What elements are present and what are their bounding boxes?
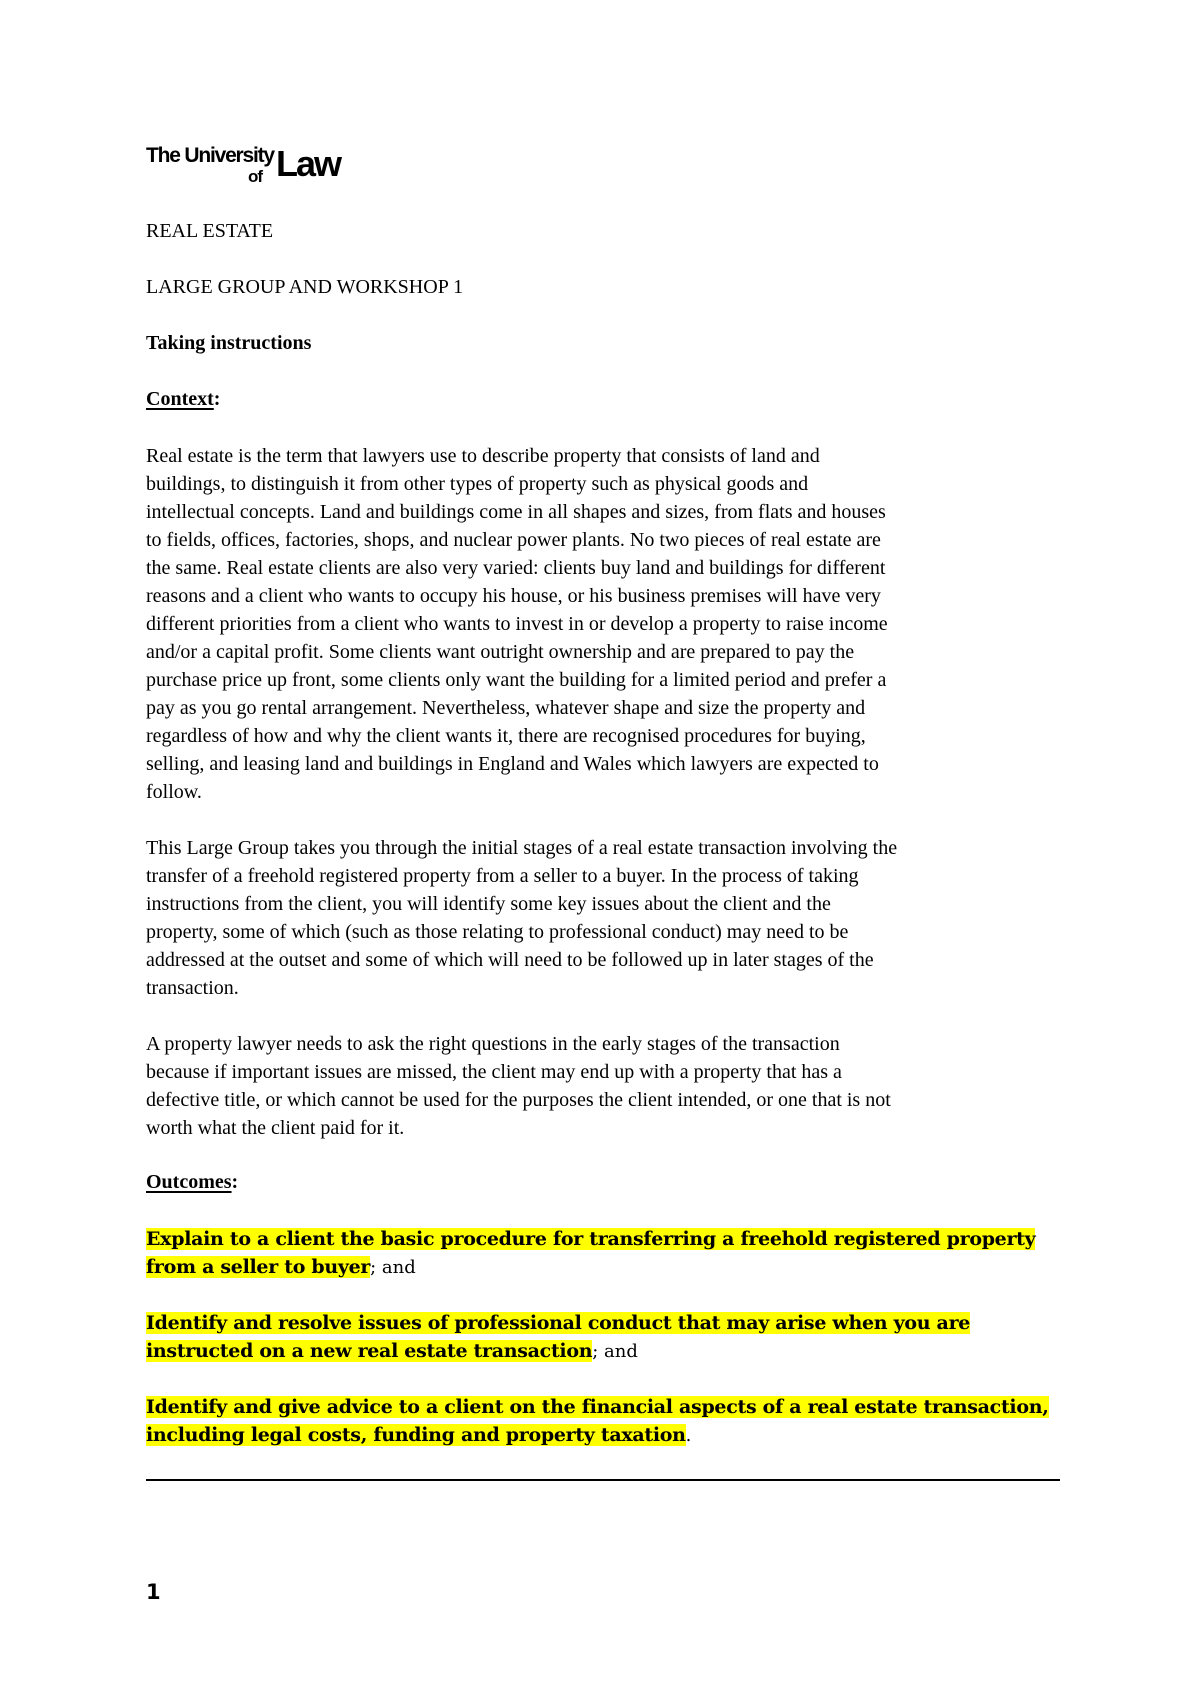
outcomes-heading-label: Outcomes [146,1171,232,1193]
paragraph-line: intellectual concepts. Land and buildings come in all shapes and sizes, from flats and houses [146,501,886,523]
paragraph-line: A property lawyer needs to ask the right questions in the early stages of the transaction [146,1033,840,1055]
outcome-line [146,1253,1076,1282]
paragraph-line: and/or a capital profit. Some clients want outright ownership and are prepared to pay the [146,641,855,663]
paragraph-line: regardless of how and why the client wants it, there are recognised procedures for buying, [146,725,866,747]
logo-text-university: The University [146,144,274,167]
context-paragraph-3 [146,1030,1076,1142]
outcome-item-1 [146,1225,1076,1282]
paragraph-line: selling, and leasing land and buildings in England and Wales which lawyers are expected to [146,753,879,775]
paragraph-line: purchase price up front, some clients only want the building for a limited period and prefer a [146,669,887,691]
outcomes-heading [146,1170,238,1194]
context-heading-label: Context [146,388,214,410]
highlighted-text: including legal costs, funding and property taxation [146,1424,686,1446]
topic-heading: Taking instructions [146,332,312,354]
paragraph-line: buildings, to distinguish it from other types of property such as physical goods and [146,473,809,495]
logo-text-law: Law [276,143,341,184]
paragraph-line: worth what the client paid for it. [146,1117,405,1139]
outcome-line [146,1421,1076,1450]
highlighted-text: Identify and give advice to a client on the financial aspects of a real estate transaction, [146,1396,1049,1418]
footer-divider [146,1479,1060,1481]
paragraph-line: pay as you go rental arrangement. Nevertheless, whatever shape and size the property and [146,697,866,719]
paragraph-line: instructions from the client, you will identify some key issues about the client and the [146,893,831,915]
paragraph-line: different priorities from a client who wants to invest in or develop a property to raise income [146,613,888,635]
paragraph-line: property, some of which (such as those relating to professional conduct) may need to be [146,921,849,943]
outcome-line [146,1225,1076,1253]
outcome-line [146,1309,1076,1337]
highlighted-text: Identify and resolve issues of professional conduct that may arise when you are [146,1312,971,1334]
outcome-tail: ; and [592,1341,638,1362]
logo-text-of: of [248,167,263,186]
paragraph-line: transaction. [146,977,239,999]
paragraph-line: reasons and a client who wants to occupy his house, or his business premises will have very [146,585,881,607]
subject-heading: REAL ESTATE [146,220,274,242]
context-paragraph-1 [146,442,1076,806]
paragraph-line: because if important issues are missed, the client may end up with a property that has a [146,1061,842,1083]
outcome-item-3 [146,1393,1076,1450]
outcome-line [146,1337,1076,1366]
context-paragraph-2 [146,834,1076,1002]
outcome-tail: ; and [370,1257,416,1278]
outcomes-heading-colon: : [231,1171,239,1193]
paragraph-line: to fields, offices, factories, shops, and nuclear power plants. No two pieces of real estate are [146,529,881,551]
paragraph-line: defective title, or which cannot be used for the purposes the client intended, or one that is not [146,1089,891,1111]
paragraph-line: Real estate is the term that lawyers use to describe property that consists of land and [146,445,820,467]
outcome-line [146,1393,1076,1421]
context-heading [146,387,220,411]
university-logo [146,144,356,190]
paragraph-line: addressed at the outset and some of which will need to be followed up in later stages of the [146,949,874,971]
context-heading-colon: : [213,388,221,410]
highlighted-text: Explain to a client the basic procedure for transferring a freehold registered property [146,1228,1036,1250]
session-heading: LARGE GROUP AND WORKSHOP 1 [146,276,464,298]
paragraph-line: follow. [146,781,202,803]
outcome-tail: . [685,1425,692,1446]
outcome-item-2 [146,1309,1076,1366]
highlighted-text: from a seller to buyer [146,1256,371,1278]
paragraph-line: This Large Group takes you through the initial stages of a real estate transaction involving the [146,837,898,859]
highlighted-text: instructed on a new real estate transaction [146,1340,593,1362]
page-number: 1 [146,1580,161,1604]
paragraph-line: the same. Real estate clients are also very varied: clients buy land and buildings for different [146,557,886,579]
paragraph-line: transfer of a freehold registered property from a seller to a buyer. In the process of taking [146,865,859,887]
